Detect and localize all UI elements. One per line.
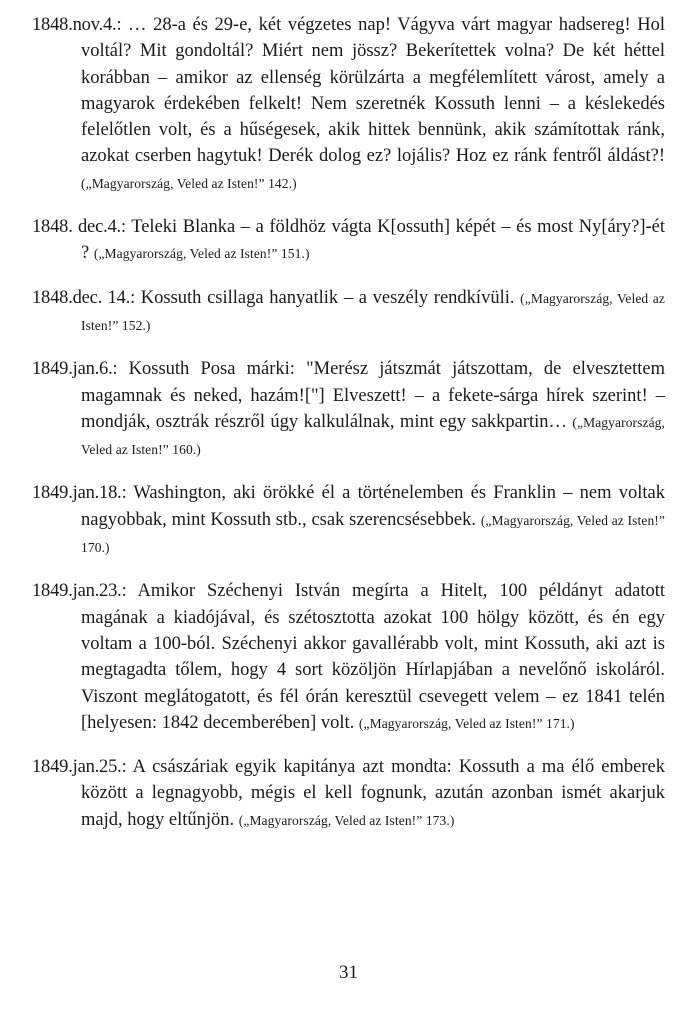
entry-text: … 28-a és 29-e, két végzetes nap! Vágyva várt magyar hadsereg! Hol voltál? Mit gondoltál? Miért nem jössz? Bekerítettek volna? De két héttel korábban – amikor az ellenség körülzárta a megfélemlített várost, amely a magyarok érdekében felkelt! Nem szeretnék Kossuth lenni – a késlekedés felelőtlen volt, és a hűségesek, akik hittek bennünk, akik számítottak ránk, azokat cserben hagytuk! Derék dolog ez? lojális? Hoz ez ránk fentről áldást?! [81, 15, 665, 167]
entry-date: 1848.nov.4.: [32, 15, 122, 35]
page-number: 31 [339, 962, 358, 983]
entry-date: 1848.dec. 14.: [32, 287, 136, 308]
entry-text: Teleki Blanka – a földhöz vágta K[ossuth] képét – és most Ny[áry?]-ét ? [81, 217, 666, 264]
entry-citation: („Magyarország, Veled az Isten!” 160.) [81, 414, 666, 458]
entry-citation: („Magyarország, Veled az Isten!” 142.) [81, 175, 297, 191]
diary-entry [32, 285, 665, 340]
entry-text: Washington, aki örökké él a történelemben és Franklin – nem voltak nagyobbak, mint Kossuth stb., csak szerencsésebbek. [81, 483, 665, 530]
entry-citation: („Magyarország, Veled az Isten!” 152.) [81, 290, 665, 333]
entry-citation: („Magyarország, Veled az Isten!” 151.) [93, 246, 310, 262]
diary-entry [32, 356, 665, 463]
entry-date: 1849.jan.18.: [32, 483, 127, 504]
entry-date: 1849.jan.6.: [32, 359, 118, 380]
entry-text: Kossuth Posa márki: "Merész játszmát játszottam, de elvesztettem magamnak és neked, hazám!["] Elveszett! – a fekete-sárga hírek szerint! – mondják, osztrák részről úgy kalkulálnak, mint egy sakkpartin… [81, 359, 666, 432]
entry-date: 1849.jan.25.: [32, 757, 127, 778]
diary-entry [32, 480, 665, 561]
entry-text: Amikor Széchenyi István megírta a Hitelt, 100 példányt adatott magának a kiadójával, és szétosztotta azokat 100 hölgy között, és én egy voltam a 100-ból. Széchenyi akkor gavallérabb volt, mint Kossuth, aki azt is megtagadta tőlem, hogy 4 sort közöljön Hírlapjában a nevelőnő iskoláról. Viszont meglátogatott, és fél órán keresztül csevegett velem – ez 1841 telén [helyesen: 1842 decemberében] volt. [81, 581, 665, 733]
entry-citation: („Magyarország, Veled az Isten!” 173.) [238, 812, 455, 828]
diary-entry [32, 754, 665, 834]
diary-entry [32, 12, 665, 197]
entry-text: A császáriak egyik kapitánya azt mondta: Kossuth a ma élő emberek között a legnagyobb, mégis el kell fognunk, azután azonban ismét akarjuk majd, hogy eltűnjön. [81, 757, 665, 830]
entry-date: 1849.jan.23.: [32, 581, 127, 602]
diary-entry [32, 578, 665, 737]
diary-entry [32, 214, 665, 268]
entry-date: 1848. dec.4.: [32, 217, 126, 238]
entry-citation: („Magyarország, Veled az Isten!” 170.) [81, 512, 665, 556]
entry-text: Kossuth csillaga hanyatlik – a veszély rendkívüli. [140, 287, 515, 308]
entry-citation: („Magyarország, Veled az Isten!” 171.) [358, 715, 575, 731]
